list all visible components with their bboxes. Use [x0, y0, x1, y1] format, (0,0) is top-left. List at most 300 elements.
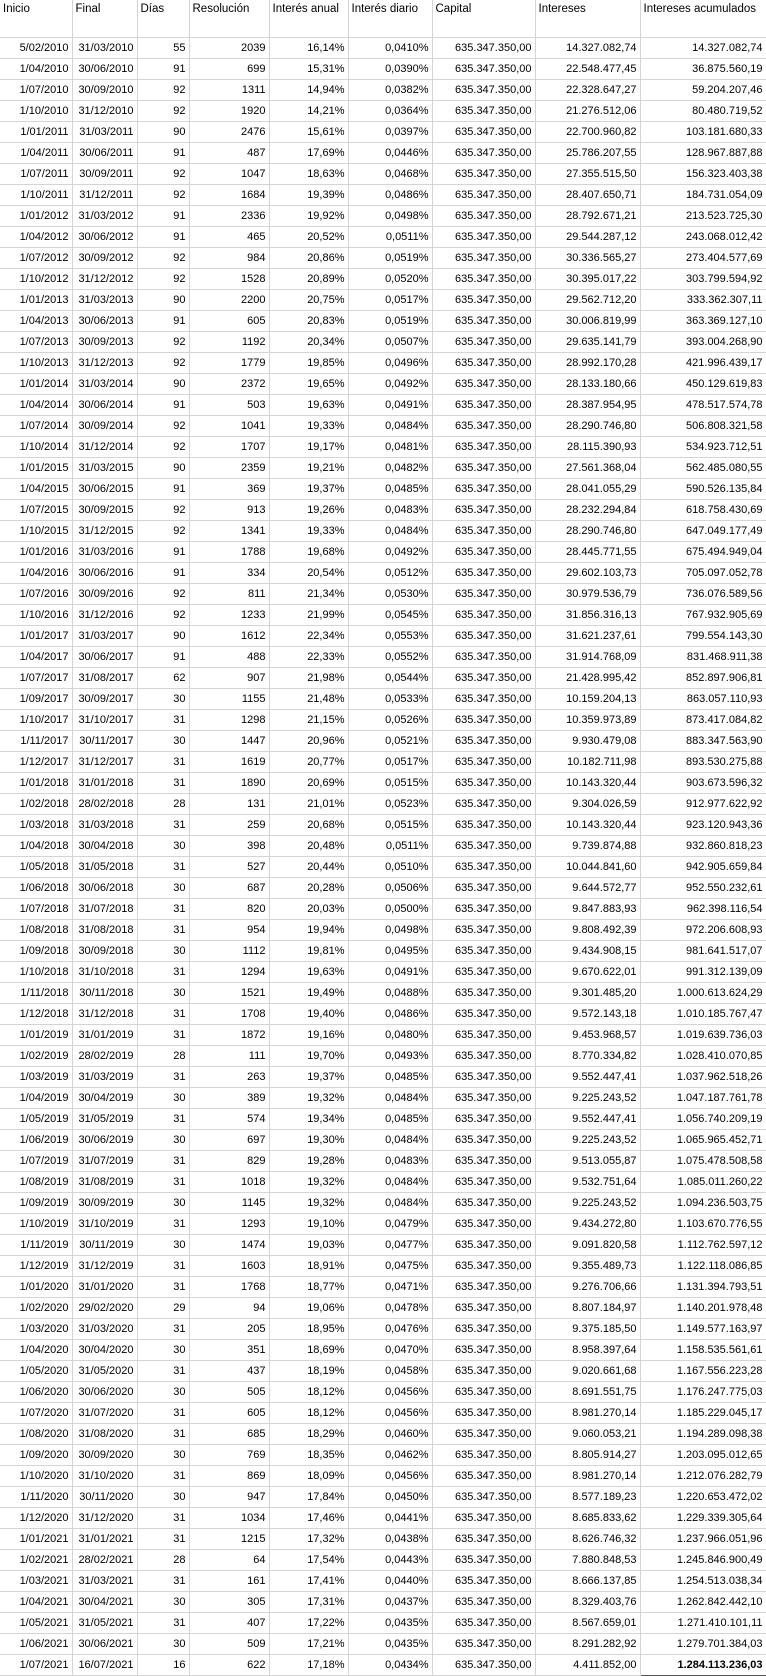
cell-resolucion[interactable]: 205 [189, 1319, 269, 1340]
cell-capital[interactable]: 635.347.350,00 [432, 605, 535, 626]
cell-inicio[interactable]: 1/03/2019 [0, 1067, 72, 1088]
cell-capital[interactable]: 635.347.350,00 [432, 500, 535, 521]
cell-inicio[interactable]: 1/02/2019 [0, 1046, 72, 1067]
cell-resolucion[interactable]: 1779 [189, 353, 269, 374]
cell-interes-anual[interactable]: 20,52% [269, 227, 348, 248]
cell-dias[interactable]: 31 [137, 815, 189, 836]
cell-intereses[interactable]: 29.635.141,79 [535, 332, 640, 353]
cell-interes-diario[interactable]: 0,0460% [348, 1424, 432, 1445]
cell-interes-diario[interactable]: 0,0468% [348, 164, 432, 185]
cell-intereses[interactable]: 21.276.512,06 [535, 101, 640, 122]
cell-capital[interactable]: 635.347.350,00 [432, 1508, 535, 1529]
cell-intereses-acumulados[interactable]: 421.996.439,17 [640, 353, 766, 374]
cell-dias[interactable]: 31 [137, 1151, 189, 1172]
cell-capital[interactable]: 635.347.350,00 [432, 542, 535, 563]
cell-dias[interactable]: 62 [137, 668, 189, 689]
cell-interes-anual[interactable]: 20,86% [269, 248, 348, 269]
cell-final[interactable]: 30/06/2017 [72, 647, 137, 668]
cell-inicio[interactable]: 1/11/2018 [0, 983, 72, 1004]
cell-resolucion[interactable]: 64 [189, 1550, 269, 1571]
cell-final[interactable]: 31/08/2020 [72, 1424, 137, 1445]
cell-intereses-acumulados[interactable]: 1.262.842.442,10 [640, 1592, 766, 1613]
cell-final[interactable]: 31/03/2019 [72, 1067, 137, 1088]
cell-intereses-acumulados[interactable]: 767.932.905,69 [640, 605, 766, 626]
cell-intereses-acumulados[interactable]: 156.323.403,38 [640, 164, 766, 185]
cell-interes-anual[interactable]: 19,40% [269, 1004, 348, 1025]
cell-final[interactable]: 31/03/2018 [72, 815, 137, 836]
cell-interes-anual[interactable]: 18,69% [269, 1340, 348, 1361]
cell-inicio[interactable]: 1/07/2017 [0, 668, 72, 689]
cell-intereses[interactable]: 10.159.204,13 [535, 689, 640, 710]
cell-inicio[interactable]: 1/12/2017 [0, 752, 72, 773]
cell-intereses[interactable]: 9.434.908,15 [535, 941, 640, 962]
cell-resolucion[interactable]: 2200 [189, 290, 269, 311]
cell-final[interactable]: 31/03/2015 [72, 458, 137, 479]
cell-interes-anual[interactable]: 20,54% [269, 563, 348, 584]
cell-intereses[interactable]: 9.532.751,64 [535, 1172, 640, 1193]
cell-interes-anual[interactable]: 21,99% [269, 605, 348, 626]
cell-intereses[interactable]: 29.602.103,73 [535, 563, 640, 584]
cell-intereses-acumulados[interactable]: 1.229.339.305,64 [640, 1508, 766, 1529]
cell-inicio[interactable]: 1/12/2018 [0, 1004, 72, 1025]
cell-interes-diario[interactable]: 0,0482% [348, 458, 432, 479]
cell-capital[interactable]: 635.347.350,00 [432, 899, 535, 920]
cell-intereses[interactable]: 9.355.489,73 [535, 1256, 640, 1277]
cell-capital[interactable]: 635.347.350,00 [432, 164, 535, 185]
cell-intereses[interactable]: 28.232.294,84 [535, 500, 640, 521]
cell-capital[interactable]: 635.347.350,00 [432, 311, 535, 332]
cell-intereses[interactable]: 27.355.515,50 [535, 164, 640, 185]
cell-resolucion[interactable]: 1603 [189, 1256, 269, 1277]
cell-final[interactable]: 30/06/2018 [72, 878, 137, 899]
cell-resolucion[interactable]: 1521 [189, 983, 269, 1004]
cell-interes-anual[interactable]: 19,94% [269, 920, 348, 941]
cell-interes-anual[interactable]: 18,63% [269, 164, 348, 185]
cell-intereses-acumulados[interactable]: 1.019.639.736,03 [640, 1025, 766, 1046]
cell-interes-diario[interactable]: 0,0462% [348, 1445, 432, 1466]
cell-final[interactable]: 30/09/2020 [72, 1445, 137, 1466]
cell-capital[interactable]: 635.347.350,00 [432, 269, 535, 290]
cell-intereses-acumulados[interactable]: 1.158.535.561,61 [640, 1340, 766, 1361]
cell-intereses-acumulados[interactable]: 393.004.268,90 [640, 332, 766, 353]
cell-final[interactable]: 30/04/2019 [72, 1088, 137, 1109]
cell-dias[interactable]: 90 [137, 290, 189, 311]
cell-interes-anual[interactable]: 18,29% [269, 1424, 348, 1445]
cell-resolucion[interactable]: 605 [189, 1403, 269, 1424]
cell-intereses[interactable]: 9.375.185,50 [535, 1319, 640, 1340]
cell-resolucion[interactable]: 369 [189, 479, 269, 500]
cell-dias[interactable]: 92 [137, 80, 189, 101]
cell-resolucion[interactable]: 259 [189, 815, 269, 836]
cell-interes-anual[interactable]: 19,17% [269, 437, 348, 458]
cell-interes-anual[interactable]: 15,31% [269, 59, 348, 80]
cell-resolucion[interactable]: 305 [189, 1592, 269, 1613]
cell-inicio[interactable]: 1/02/2020 [0, 1298, 72, 1319]
cell-intereses[interactable]: 31.621.237,61 [535, 626, 640, 647]
cell-dias[interactable]: 30 [137, 1382, 189, 1403]
cell-resolucion[interactable]: 389 [189, 1088, 269, 1109]
cell-final[interactable]: 31/07/2018 [72, 899, 137, 920]
cell-capital[interactable]: 635.347.350,00 [432, 122, 535, 143]
cell-dias[interactable]: 31 [137, 1256, 189, 1277]
cell-resolucion[interactable]: 2476 [189, 122, 269, 143]
cell-inicio[interactable]: 1/09/2019 [0, 1193, 72, 1214]
cell-dias[interactable]: 16 [137, 1655, 189, 1676]
cell-dias[interactable]: 28 [137, 794, 189, 815]
cell-interes-diario[interactable]: 0,0478% [348, 1298, 432, 1319]
cell-intereses-acumulados[interactable]: 1.065.965.452,71 [640, 1130, 766, 1151]
cell-final[interactable]: 31/10/2018 [72, 962, 137, 983]
cell-final[interactable]: 30/09/2019 [72, 1193, 137, 1214]
cell-interes-anual[interactable]: 17,69% [269, 143, 348, 164]
cell-capital[interactable]: 635.347.350,00 [432, 626, 535, 647]
cell-interes-anual[interactable]: 18,12% [269, 1403, 348, 1424]
cell-interes-diario[interactable]: 0,0520% [348, 269, 432, 290]
cell-final[interactable]: 30/06/2010 [72, 59, 137, 80]
cell-interes-diario[interactable]: 0,0458% [348, 1361, 432, 1382]
cell-final[interactable]: 31/12/2017 [72, 752, 137, 773]
cell-capital[interactable]: 635.347.350,00 [432, 1109, 535, 1130]
cell-intereses-acumulados[interactable]: 932.860.818,23 [640, 836, 766, 857]
cell-intereses-acumulados[interactable]: 450.129.619,83 [640, 374, 766, 395]
cell-intereses[interactable]: 8.666.137,85 [535, 1571, 640, 1592]
cell-dias[interactable]: 31 [137, 1004, 189, 1025]
cell-interes-anual[interactable]: 20,69% [269, 773, 348, 794]
cell-intereses[interactable]: 8.577.189,23 [535, 1487, 640, 1508]
cell-capital[interactable]: 635.347.350,00 [432, 80, 535, 101]
cell-interes-anual[interactable]: 19,16% [269, 1025, 348, 1046]
cell-intereses[interactable]: 9.020.661,68 [535, 1361, 640, 1382]
cell-interes-anual[interactable]: 19,30% [269, 1130, 348, 1151]
header-inicio[interactable]: Inicio [0, 0, 72, 38]
cell-resolucion[interactable]: 1768 [189, 1277, 269, 1298]
cell-intereses-acumulados[interactable]: 873.417.084,82 [640, 710, 766, 731]
cell-resolucion[interactable]: 334 [189, 563, 269, 584]
cell-intereses-acumulados[interactable]: 883.347.563,90 [640, 731, 766, 752]
cell-intereses-acumulados[interactable]: 1.037.962.518,26 [640, 1067, 766, 1088]
cell-inicio[interactable]: 1/03/2021 [0, 1571, 72, 1592]
cell-resolucion[interactable]: 1707 [189, 437, 269, 458]
cell-intereses[interactable]: 9.930.479,08 [535, 731, 640, 752]
cell-interes-anual[interactable]: 19,63% [269, 395, 348, 416]
cell-inicio[interactable]: 1/10/2014 [0, 437, 72, 458]
cell-capital[interactable]: 635.347.350,00 [432, 647, 535, 668]
cell-resolucion[interactable]: 94 [189, 1298, 269, 1319]
cell-inicio[interactable]: 1/06/2020 [0, 1382, 72, 1403]
cell-intereses[interactable]: 28.445.771,55 [535, 542, 640, 563]
cell-final[interactable]: 30/06/2020 [72, 1382, 137, 1403]
header-dias[interactable]: Días [137, 0, 189, 38]
cell-intereses-acumulados[interactable]: 80.480.719,52 [640, 101, 766, 122]
cell-final[interactable]: 31/03/2017 [72, 626, 137, 647]
cell-final[interactable]: 31/05/2020 [72, 1361, 137, 1382]
cell-interes-anual[interactable]: 14,94% [269, 80, 348, 101]
cell-capital[interactable]: 635.347.350,00 [432, 1130, 535, 1151]
cell-intereses[interactable]: 9.552.447,41 [535, 1067, 640, 1088]
cell-interes-diario[interactable]: 0,0476% [348, 1319, 432, 1340]
cell-capital[interactable]: 635.347.350,00 [432, 1298, 535, 1319]
cell-interes-anual[interactable]: 22,33% [269, 647, 348, 668]
cell-resolucion[interactable]: 1872 [189, 1025, 269, 1046]
cell-interes-anual[interactable]: 17,31% [269, 1592, 348, 1613]
cell-final[interactable]: 30/09/2011 [72, 164, 137, 185]
cell-final[interactable]: 30/04/2021 [72, 1592, 137, 1613]
cell-intereses-acumulados[interactable]: 1.010.185.767,47 [640, 1004, 766, 1025]
cell-final[interactable]: 31/12/2018 [72, 1004, 137, 1025]
cell-interes-diario[interactable]: 0,0443% [348, 1550, 432, 1571]
cell-intereses-acumulados[interactable]: 912.977.622,92 [640, 794, 766, 815]
cell-interes-anual[interactable]: 20,96% [269, 731, 348, 752]
cell-capital[interactable]: 635.347.350,00 [432, 1613, 535, 1634]
cell-dias[interactable]: 92 [137, 605, 189, 626]
cell-intereses[interactable]: 9.644.572,77 [535, 878, 640, 899]
cell-interes-anual[interactable]: 17,32% [269, 1529, 348, 1550]
total-cell[interactable]: 1.284.113.236,03 [640, 1655, 766, 1676]
cell-interes-anual[interactable]: 17,18% [269, 1655, 348, 1676]
cell-interes-diario[interactable]: 0,0506% [348, 878, 432, 899]
cell-capital[interactable]: 635.347.350,00 [432, 353, 535, 374]
cell-interes-anual[interactable]: 14,21% [269, 101, 348, 122]
cell-final[interactable]: 31/07/2020 [72, 1403, 137, 1424]
cell-final[interactable]: 28/02/2021 [72, 1550, 137, 1571]
cell-dias[interactable]: 91 [137, 647, 189, 668]
cell-interes-diario[interactable]: 0,0521% [348, 731, 432, 752]
cell-resolucion[interactable]: 829 [189, 1151, 269, 1172]
cell-intereses[interactable]: 8.770.334,82 [535, 1046, 640, 1067]
cell-intereses[interactable]: 9.301.485,20 [535, 983, 640, 1004]
cell-interes-anual[interactable]: 19,81% [269, 941, 348, 962]
cell-interes-diario[interactable]: 0,0495% [348, 941, 432, 962]
cell-dias[interactable]: 30 [137, 1634, 189, 1655]
cell-intereses-acumulados[interactable]: 675.494.949,04 [640, 542, 766, 563]
cell-final[interactable]: 30/06/2019 [72, 1130, 137, 1151]
cell-interes-anual[interactable]: 18,19% [269, 1361, 348, 1382]
cell-final[interactable]: 30/09/2013 [72, 332, 137, 353]
cell-resolucion[interactable]: 697 [189, 1130, 269, 1151]
cell-capital[interactable]: 635.347.350,00 [432, 962, 535, 983]
cell-interes-diario[interactable]: 0,0483% [348, 500, 432, 521]
cell-resolucion[interactable]: 437 [189, 1361, 269, 1382]
cell-capital[interactable]: 635.347.350,00 [432, 668, 535, 689]
cell-dias[interactable]: 92 [137, 101, 189, 122]
cell-resolucion[interactable]: 954 [189, 920, 269, 941]
cell-inicio[interactable]: 1/05/2018 [0, 857, 72, 878]
cell-final[interactable]: 30/06/2021 [72, 1634, 137, 1655]
cell-capital[interactable]: 635.347.350,00 [432, 815, 535, 836]
cell-intereses-acumulados[interactable]: 991.312.139,09 [640, 962, 766, 983]
cell-interes-diario[interactable]: 0,0481% [348, 437, 432, 458]
cell-dias[interactable]: 91 [137, 311, 189, 332]
cell-resolucion[interactable]: 1034 [189, 1508, 269, 1529]
cell-intereses-acumulados[interactable]: 1.149.577.163,97 [640, 1319, 766, 1340]
cell-intereses-acumulados[interactable]: 1.131.394.793,51 [640, 1277, 766, 1298]
cell-dias[interactable]: 92 [137, 269, 189, 290]
cell-intereses-acumulados[interactable]: 1.176.247.775,03 [640, 1382, 766, 1403]
cell-interes-anual[interactable]: 18,35% [269, 1445, 348, 1466]
cell-capital[interactable]: 635.347.350,00 [432, 1004, 535, 1025]
cell-inicio[interactable]: 1/08/2020 [0, 1424, 72, 1445]
cell-capital[interactable]: 635.347.350,00 [432, 101, 535, 122]
cell-intereses[interactable]: 9.453.968,57 [535, 1025, 640, 1046]
cell-interes-diario[interactable]: 0,0450% [348, 1487, 432, 1508]
cell-dias[interactable]: 31 [137, 1277, 189, 1298]
cell-interes-diario[interactable]: 0,0519% [348, 248, 432, 269]
cell-interes-diario[interactable]: 0,0491% [348, 962, 432, 983]
cell-capital[interactable]: 635.347.350,00 [432, 878, 535, 899]
cell-intereses-acumulados[interactable]: 1.094.236.503,75 [640, 1193, 766, 1214]
cell-capital[interactable]: 635.347.350,00 [432, 1445, 535, 1466]
cell-intereses[interactable]: 9.091.820,58 [535, 1235, 640, 1256]
cell-interes-anual[interactable]: 18,77% [269, 1277, 348, 1298]
cell-dias[interactable]: 29 [137, 1298, 189, 1319]
cell-capital[interactable]: 635.347.350,00 [432, 1088, 535, 1109]
cell-dias[interactable]: 90 [137, 626, 189, 647]
cell-resolucion[interactable]: 1047 [189, 164, 269, 185]
cell-interes-diario[interactable]: 0,0471% [348, 1277, 432, 1298]
cell-interes-anual[interactable]: 15,61% [269, 122, 348, 143]
cell-dias[interactable]: 92 [137, 416, 189, 437]
cell-intereses-acumulados[interactable]: 1.103.670.776,55 [640, 1214, 766, 1235]
cell-interes-diario[interactable]: 0,0484% [348, 1088, 432, 1109]
cell-inicio[interactable]: 1/12/2019 [0, 1256, 72, 1277]
cell-inicio[interactable]: 1/04/2014 [0, 395, 72, 416]
cell-final[interactable]: 31/10/2019 [72, 1214, 137, 1235]
cell-intereses-acumulados[interactable]: 1.167.556.223,28 [640, 1361, 766, 1382]
cell-dias[interactable]: 90 [137, 122, 189, 143]
cell-interes-anual[interactable]: 20,03% [269, 899, 348, 920]
cell-resolucion[interactable]: 407 [189, 1613, 269, 1634]
cell-intereses-acumulados[interactable]: 852.897.906,81 [640, 668, 766, 689]
cell-capital[interactable]: 635.347.350,00 [432, 731, 535, 752]
cell-interes-anual[interactable]: 21,48% [269, 689, 348, 710]
cell-dias[interactable]: 31 [137, 710, 189, 731]
cell-capital[interactable]: 635.347.350,00 [432, 1403, 535, 1424]
cell-dias[interactable]: 30 [137, 1088, 189, 1109]
cell-intereses[interactable]: 8.805.914,27 [535, 1445, 640, 1466]
cell-inicio[interactable]: 1/02/2021 [0, 1550, 72, 1571]
cell-inicio[interactable]: 1/04/2010 [0, 59, 72, 80]
cell-resolucion[interactable]: 947 [189, 1487, 269, 1508]
cell-inicio[interactable]: 1/07/2016 [0, 584, 72, 605]
cell-intereses-acumulados[interactable]: 831.468.911,38 [640, 647, 766, 668]
cell-interes-diario[interactable]: 0,0435% [348, 1613, 432, 1634]
cell-intereses[interactable]: 9.670.622,01 [535, 962, 640, 983]
cell-resolucion[interactable]: 1474 [189, 1235, 269, 1256]
cell-interes-diario[interactable]: 0,0438% [348, 1529, 432, 1550]
cell-resolucion[interactable]: 487 [189, 143, 269, 164]
cell-capital[interactable]: 635.347.350,00 [432, 332, 535, 353]
cell-capital[interactable]: 635.347.350,00 [432, 1193, 535, 1214]
header-intereses-acumulados[interactable]: Intereses acumulados [640, 0, 766, 38]
cell-dias[interactable]: 31 [137, 752, 189, 773]
cell-interes-diario[interactable]: 0,0483% [348, 1151, 432, 1172]
cell-final[interactable]: 31/03/2020 [72, 1319, 137, 1340]
cell-interes-anual[interactable]: 19,21% [269, 458, 348, 479]
cell-intereses-acumulados[interactable]: 705.097.052,78 [640, 563, 766, 584]
cell-interes-diario[interactable]: 0,0440% [348, 1571, 432, 1592]
cell-inicio[interactable]: 1/09/2018 [0, 941, 72, 962]
cell-interes-diario[interactable]: 0,0512% [348, 563, 432, 584]
cell-capital[interactable]: 635.347.350,00 [432, 1277, 535, 1298]
cell-interes-diario[interactable]: 0,0488% [348, 983, 432, 1004]
cell-resolucion[interactable]: 1684 [189, 185, 269, 206]
cell-intereses[interactable]: 9.304.026,59 [535, 794, 640, 815]
cell-intereses[interactable]: 29.544.287,12 [535, 227, 640, 248]
cell-interes-diario[interactable]: 0,0533% [348, 689, 432, 710]
cell-inicio[interactable]: 1/12/2020 [0, 1508, 72, 1529]
cell-capital[interactable]: 635.347.350,00 [432, 437, 535, 458]
cell-inicio[interactable]: 1/11/2017 [0, 731, 72, 752]
cell-interes-anual[interactable]: 17,54% [269, 1550, 348, 1571]
cell-resolucion[interactable]: 2336 [189, 206, 269, 227]
cell-final[interactable]: 31/05/2021 [72, 1613, 137, 1634]
cell-interes-diario[interactable]: 0,0434% [348, 1655, 432, 1676]
cell-final[interactable]: 30/06/2015 [72, 479, 137, 500]
cell-capital[interactable]: 635.347.350,00 [432, 1361, 535, 1382]
cell-dias[interactable]: 92 [137, 164, 189, 185]
cell-intereses[interactable]: 8.291.282,92 [535, 1634, 640, 1655]
cell-capital[interactable]: 635.347.350,00 [432, 143, 535, 164]
cell-dias[interactable]: 30 [137, 1235, 189, 1256]
cell-inicio[interactable]: 1/04/2013 [0, 311, 72, 332]
cell-interes-anual[interactable]: 20,48% [269, 836, 348, 857]
cell-resolucion[interactable]: 1294 [189, 962, 269, 983]
cell-final[interactable]: 30/09/2016 [72, 584, 137, 605]
cell-final[interactable]: 30/06/2013 [72, 311, 137, 332]
cell-resolucion[interactable]: 622 [189, 1655, 269, 1676]
cell-interes-diario[interactable]: 0,0496% [348, 353, 432, 374]
cell-interes-diario[interactable]: 0,0517% [348, 752, 432, 773]
cell-interes-diario[interactable]: 0,0553% [348, 626, 432, 647]
cell-capital[interactable]: 635.347.350,00 [432, 1592, 535, 1613]
cell-interes-anual[interactable]: 19,85% [269, 353, 348, 374]
cell-dias[interactable]: 31 [137, 899, 189, 920]
cell-interes-anual[interactable]: 20,89% [269, 269, 348, 290]
cell-capital[interactable]: 635.347.350,00 [432, 206, 535, 227]
cell-intereses-acumulados[interactable]: 1.056.740.209,19 [640, 1109, 766, 1130]
cell-intereses[interactable]: 27.561.368,04 [535, 458, 640, 479]
header-final[interactable]: Final [72, 0, 137, 38]
cell-intereses[interactable]: 30.979.536,79 [535, 584, 640, 605]
cell-interes-diario[interactable]: 0,0486% [348, 1004, 432, 1025]
cell-intereses-acumulados[interactable]: 799.554.143,30 [640, 626, 766, 647]
cell-dias[interactable]: 31 [137, 857, 189, 878]
cell-dias[interactable]: 31 [137, 1403, 189, 1424]
cell-inicio[interactable]: 1/07/2011 [0, 164, 72, 185]
cell-inicio[interactable]: 1/10/2010 [0, 101, 72, 122]
cell-inicio[interactable]: 1/06/2018 [0, 878, 72, 899]
cell-inicio[interactable]: 1/10/2020 [0, 1466, 72, 1487]
cell-interes-diario[interactable]: 0,0511% [348, 227, 432, 248]
cell-intereses[interactable]: 25.786.207,55 [535, 143, 640, 164]
cell-inicio[interactable]: 1/10/2015 [0, 521, 72, 542]
cell-interes-diario[interactable]: 0,0485% [348, 479, 432, 500]
cell-capital[interactable]: 635.347.350,00 [432, 1550, 535, 1571]
cell-final[interactable]: 31/12/2014 [72, 437, 137, 458]
cell-final[interactable]: 31/03/2011 [72, 122, 137, 143]
cell-intereses[interactable]: 28.992.170,28 [535, 353, 640, 374]
cell-interes-diario[interactable]: 0,0479% [348, 1214, 432, 1235]
cell-dias[interactable]: 31 [137, 1319, 189, 1340]
cell-dias[interactable]: 31 [137, 1466, 189, 1487]
cell-interes-diario[interactable]: 0,0493% [348, 1046, 432, 1067]
cell-intereses-acumulados[interactable]: 243.068.012,42 [640, 227, 766, 248]
cell-dias[interactable]: 30 [137, 689, 189, 710]
cell-intereses-acumulados[interactable]: 942.905.659,84 [640, 857, 766, 878]
cell-dias[interactable]: 30 [137, 1130, 189, 1151]
cell-interes-anual[interactable]: 20,77% [269, 752, 348, 773]
cell-final[interactable]: 31/01/2018 [72, 773, 137, 794]
